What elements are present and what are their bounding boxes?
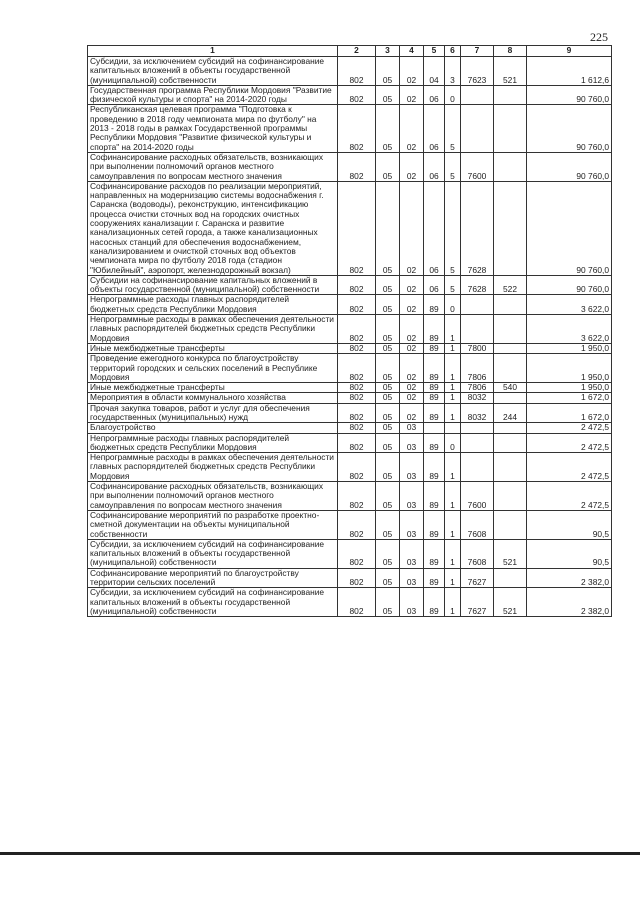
cell-c6: 3 xyxy=(445,57,461,86)
table-row xyxy=(88,393,612,403)
cell-c9: 2 472,5 xyxy=(527,453,612,482)
cell-c6: 1 xyxy=(445,482,461,511)
header-row xyxy=(88,46,612,57)
cell-c2: 802 xyxy=(338,568,376,588)
row-name: Благоустройство xyxy=(88,423,338,433)
row-name: Софинансирование расходных обязательств, возникающих при выполнении полномочий органов местного самоуправления по вопросам местного значения xyxy=(88,152,338,181)
cell-c2: 802 xyxy=(338,105,376,152)
cell-c5: 89 xyxy=(424,295,445,315)
cell-c7 xyxy=(461,433,494,453)
cell-c6: 0 xyxy=(445,85,461,105)
cell-c3: 05 xyxy=(376,85,400,105)
cell-c3: 05 xyxy=(376,588,400,617)
cell-c9: 90 760,0 xyxy=(527,85,612,105)
cell-c5: 89 xyxy=(424,482,445,511)
cell-c7 xyxy=(461,85,494,105)
row-name: Непрограммные расходы в рамках обеспечения деятельности главных распорядителей бюджетных средств Республики Мордовия xyxy=(88,315,338,344)
cell-c6: 5 xyxy=(445,105,461,152)
cell-c8 xyxy=(494,181,527,275)
cell-c2: 802 xyxy=(338,433,376,453)
cell-c7: 7800 xyxy=(461,343,494,353)
row-name: Субсидии, за исключением субсидий на софинансирование капитальных вложений в объекты государственной (муниципальной) собственности xyxy=(88,57,338,86)
table-row xyxy=(88,403,612,423)
cell-c4: 03 xyxy=(400,423,424,433)
cell-c5: 89 xyxy=(424,315,445,344)
cell-c7: 7628 xyxy=(461,181,494,275)
cell-c8: 521 xyxy=(494,57,527,86)
column-header: 7 xyxy=(461,46,494,57)
row-name: Иные межбюджетные трансферты xyxy=(88,343,338,353)
row-name: Софинансирование мероприятий по разработке проектно-сметной документации на объекты муниципальной собственности xyxy=(88,510,338,539)
cell-c4: 02 xyxy=(400,315,424,344)
cell-c4: 03 xyxy=(400,568,424,588)
row-name: Непрограммные расходы главных распорядителей бюджетных средств Республики Мордовия xyxy=(88,433,338,453)
cell-c5: 89 xyxy=(424,510,445,539)
table-row xyxy=(88,105,612,152)
column-header: 6 xyxy=(445,46,461,57)
cell-c4: 02 xyxy=(400,57,424,86)
cell-c7: 7806 xyxy=(461,354,494,383)
cell-c7: 7806 xyxy=(461,383,494,393)
cell-c2: 802 xyxy=(338,510,376,539)
cell-c5: 06 xyxy=(424,85,445,105)
cell-c9: 1 950,0 xyxy=(527,343,612,353)
cell-c6: 1 xyxy=(445,510,461,539)
cell-c6: 1 xyxy=(445,393,461,403)
cell-c5: 89 xyxy=(424,393,445,403)
cell-c2: 802 xyxy=(338,482,376,511)
table-row xyxy=(88,433,612,453)
cell-c9: 1 950,0 xyxy=(527,383,612,393)
cell-c7 xyxy=(461,453,494,482)
cell-c2: 802 xyxy=(338,403,376,423)
table-row xyxy=(88,354,612,383)
cell-c8 xyxy=(494,482,527,511)
cell-c4: 02 xyxy=(400,181,424,275)
cell-c5: 89 xyxy=(424,453,445,482)
table-row xyxy=(88,275,612,295)
cell-c9: 2 472,5 xyxy=(527,423,612,433)
cell-c4: 02 xyxy=(400,403,424,423)
cell-c3: 05 xyxy=(376,539,400,568)
cell-c3: 05 xyxy=(376,354,400,383)
cell-c8 xyxy=(494,433,527,453)
cell-c8 xyxy=(494,315,527,344)
cell-c8 xyxy=(494,152,527,181)
cell-c2: 802 xyxy=(338,393,376,403)
cell-c2: 802 xyxy=(338,152,376,181)
cell-c5: 89 xyxy=(424,568,445,588)
cell-c6: 1 xyxy=(445,568,461,588)
cell-c2: 802 xyxy=(338,57,376,86)
cell-c6: 0 xyxy=(445,295,461,315)
cell-c3: 05 xyxy=(376,152,400,181)
cell-c3: 05 xyxy=(376,343,400,353)
cell-c9: 2 382,0 xyxy=(527,568,612,588)
cell-c7: 7600 xyxy=(461,482,494,511)
cell-c7 xyxy=(461,105,494,152)
cell-c3: 05 xyxy=(376,105,400,152)
cell-c2: 802 xyxy=(338,275,376,295)
cell-c9: 3 622,0 xyxy=(527,295,612,315)
cell-c6: 1 xyxy=(445,403,461,423)
cell-c3: 05 xyxy=(376,482,400,511)
cell-c3: 05 xyxy=(376,275,400,295)
table-row xyxy=(88,453,612,482)
table-row xyxy=(88,482,612,511)
cell-c9: 90,5 xyxy=(527,510,612,539)
column-header: 9 xyxy=(527,46,612,57)
cell-c3: 05 xyxy=(376,383,400,393)
cell-c7 xyxy=(461,295,494,315)
cell-c2: 802 xyxy=(338,295,376,315)
cell-c8 xyxy=(494,85,527,105)
cell-c8 xyxy=(494,295,527,315)
cell-c2: 802 xyxy=(338,423,376,433)
cell-c5: 89 xyxy=(424,403,445,423)
cell-c7 xyxy=(461,315,494,344)
cell-c4: 02 xyxy=(400,295,424,315)
cell-c6: 1 xyxy=(445,588,461,617)
cell-c5: 89 xyxy=(424,539,445,568)
row-name: Софинансирование расходов по реализации мероприятий, направленных на модернизацию системы водоснабжения г. Саранска (водоводы), реконструкцию, интенсификацию процесса очистки сточных вод на городских очистных сооружениях канализации г. Саранска и развитие канализационных сетей города, а также канализационных насосных станций для обеспечения водоснабжением, канализированием и очисткой сточных вод объектов чемпионата мира по футболу 2018 года (стадион "Юбилейный", аэропорт, железнодорожный вокзал) xyxy=(88,181,338,275)
cell-c2: 802 xyxy=(338,539,376,568)
table-row xyxy=(88,85,612,105)
row-name: Республиканская целевая программа "Подготовка к проведению в 2018 году чемпионата мира по футболу" на 2013 - 2018 годы в рамках Государственной программы Республики Мордовия "Развитие физической культуры и спорта" на 2014-2020 годы xyxy=(88,105,338,152)
cell-c6: 5 xyxy=(445,152,461,181)
cell-c9: 2 472,5 xyxy=(527,482,612,511)
cell-c9: 90 760,0 xyxy=(527,275,612,295)
cell-c9: 3 622,0 xyxy=(527,315,612,344)
cell-c5: 89 xyxy=(424,343,445,353)
table-row xyxy=(88,57,612,86)
page-number: 225 xyxy=(590,30,608,44)
row-name: Непрограммные расходы главных распорядителей бюджетных средств Республики Мордовия xyxy=(88,295,338,315)
cell-c4: 02 xyxy=(400,152,424,181)
row-name: Субсидии, за исключением субсидий на софинансирование капитальных вложений в объекты государственной (муниципальной) собственности xyxy=(88,539,338,568)
cell-c5: 89 xyxy=(424,354,445,383)
cell-c3: 05 xyxy=(376,315,400,344)
budget-table xyxy=(87,45,612,617)
cell-c4: 02 xyxy=(400,85,424,105)
table-row xyxy=(88,343,612,353)
cell-c5: 06 xyxy=(424,105,445,152)
table-row xyxy=(88,423,612,433)
cell-c3: 05 xyxy=(376,453,400,482)
cell-c2: 802 xyxy=(338,453,376,482)
cell-c3: 05 xyxy=(376,510,400,539)
cell-c4: 03 xyxy=(400,588,424,617)
cell-c2: 802 xyxy=(338,181,376,275)
cell-c9: 90 760,0 xyxy=(527,105,612,152)
cell-c5 xyxy=(424,423,445,433)
cell-c5: 89 xyxy=(424,588,445,617)
cell-c4: 02 xyxy=(400,383,424,393)
cell-c9: 1 612,6 xyxy=(527,57,612,86)
cell-c2: 802 xyxy=(338,588,376,617)
cell-c7: 7627 xyxy=(461,568,494,588)
cell-c8 xyxy=(494,393,527,403)
cell-c6: 1 xyxy=(445,383,461,393)
column-header: 2 xyxy=(338,46,376,57)
cell-c3: 05 xyxy=(376,57,400,86)
cell-c2: 802 xyxy=(338,383,376,393)
cell-c9: 1 950,0 xyxy=(527,354,612,383)
cell-c5: 06 xyxy=(424,275,445,295)
cell-c3: 05 xyxy=(376,423,400,433)
cell-c6: 1 xyxy=(445,453,461,482)
row-name: Субсидии, за исключением субсидий на софинансирование капитальных вложений в объекты государственной (муниципальной) собственности xyxy=(88,588,338,617)
cell-c6 xyxy=(445,423,461,433)
cell-c5: 06 xyxy=(424,152,445,181)
cell-c7: 7628 xyxy=(461,275,494,295)
row-name: Иные межбюджетные трансферты xyxy=(88,383,338,393)
cell-c4: 03 xyxy=(400,482,424,511)
row-name: Субсидии на софинансирование капитальных вложений в объекты государственной (муниципальной) собственности xyxy=(88,275,338,295)
cell-c7: 7600 xyxy=(461,152,494,181)
column-header: 8 xyxy=(494,46,527,57)
cell-c9: 90,5 xyxy=(527,539,612,568)
table-row xyxy=(88,568,612,588)
cell-c6: 1 xyxy=(445,343,461,353)
cell-c9: 90 760,0 xyxy=(527,181,612,275)
table-row xyxy=(88,181,612,275)
cell-c2: 802 xyxy=(338,315,376,344)
table-row xyxy=(88,315,612,344)
table-row xyxy=(88,295,612,315)
cell-c8 xyxy=(494,343,527,353)
row-name: Государственная программа Республики Мордовия "Развитие физической культуры и спорта" на 2014-2020 годы xyxy=(88,85,338,105)
table-row xyxy=(88,383,612,393)
cell-c6: 1 xyxy=(445,539,461,568)
cell-c9: 1 672,0 xyxy=(527,403,612,423)
cell-c4: 02 xyxy=(400,105,424,152)
row-name: Проведение ежегодного конкурса по благоустройству территорий городских и сельских поселений в Республике Мордовия xyxy=(88,354,338,383)
cell-c7: 8032 xyxy=(461,403,494,423)
cell-c7: 8032 xyxy=(461,393,494,403)
cell-c3: 05 xyxy=(376,295,400,315)
cell-c6: 5 xyxy=(445,275,461,295)
cell-c8 xyxy=(494,105,527,152)
cell-c8: 244 xyxy=(494,403,527,423)
cell-c5: 06 xyxy=(424,181,445,275)
bottom-divider xyxy=(0,852,640,855)
cell-c8 xyxy=(494,423,527,433)
cell-c3: 05 xyxy=(376,568,400,588)
row-name: Непрограммные расходы в рамках обеспечения деятельности главных распорядителей бюджетных средств Республики Мордовия xyxy=(88,453,338,482)
table-row xyxy=(88,152,612,181)
cell-c9: 2 472,5 xyxy=(527,433,612,453)
cell-c3: 05 xyxy=(376,181,400,275)
row-name: Софинансирование мероприятий по благоустройству территории сельских поселений xyxy=(88,568,338,588)
cell-c2: 802 xyxy=(338,343,376,353)
column-header: 3 xyxy=(376,46,400,57)
cell-c4: 03 xyxy=(400,510,424,539)
cell-c4: 02 xyxy=(400,393,424,403)
row-name: Софинансирование расходных обязательств, возникающих при выполнении полномочий органов местного самоуправления по вопросам местного значения xyxy=(88,482,338,511)
cell-c8 xyxy=(494,354,527,383)
cell-c8 xyxy=(494,568,527,588)
cell-c4: 02 xyxy=(400,343,424,353)
row-name: Мероприятия в области коммунального хозяйства xyxy=(88,393,338,403)
cell-c2: 802 xyxy=(338,354,376,383)
cell-c6: 1 xyxy=(445,315,461,344)
column-header: 5 xyxy=(424,46,445,57)
cell-c6: 0 xyxy=(445,433,461,453)
cell-c8: 522 xyxy=(494,275,527,295)
cell-c3: 05 xyxy=(376,433,400,453)
cell-c8: 540 xyxy=(494,383,527,393)
table-row xyxy=(88,539,612,568)
cell-c4: 02 xyxy=(400,354,424,383)
cell-c7 xyxy=(461,423,494,433)
cell-c5: 89 xyxy=(424,433,445,453)
cell-c4: 02 xyxy=(400,275,424,295)
column-header: 1 xyxy=(88,46,338,57)
cell-c7: 7608 xyxy=(461,510,494,539)
cell-c3: 05 xyxy=(376,403,400,423)
cell-c5: 89 xyxy=(424,383,445,393)
column-header: 4 xyxy=(400,46,424,57)
table-row xyxy=(88,510,612,539)
cell-c7: 7627 xyxy=(461,588,494,617)
cell-c6: 5 xyxy=(445,181,461,275)
cell-c8: 521 xyxy=(494,588,527,617)
cell-c4: 03 xyxy=(400,539,424,568)
cell-c3: 05 xyxy=(376,393,400,403)
table-body xyxy=(88,57,612,617)
table-row xyxy=(88,588,612,617)
cell-c2: 802 xyxy=(338,85,376,105)
row-name: Прочая закупка товаров, работ и услуг для обеспечения государственных (муниципальных) нужд xyxy=(88,403,338,423)
cell-c8: 521 xyxy=(494,539,527,568)
cell-c8 xyxy=(494,510,527,539)
cell-c4: 03 xyxy=(400,433,424,453)
cell-c4: 03 xyxy=(400,453,424,482)
cell-c8 xyxy=(494,453,527,482)
cell-c7: 7623 xyxy=(461,57,494,86)
cell-c5: 04 xyxy=(424,57,445,86)
cell-c9: 1 672,0 xyxy=(527,393,612,403)
cell-c7: 7608 xyxy=(461,539,494,568)
cell-c9: 90 760,0 xyxy=(527,152,612,181)
cell-c9: 2 382,0 xyxy=(527,588,612,617)
cell-c6: 1 xyxy=(445,354,461,383)
